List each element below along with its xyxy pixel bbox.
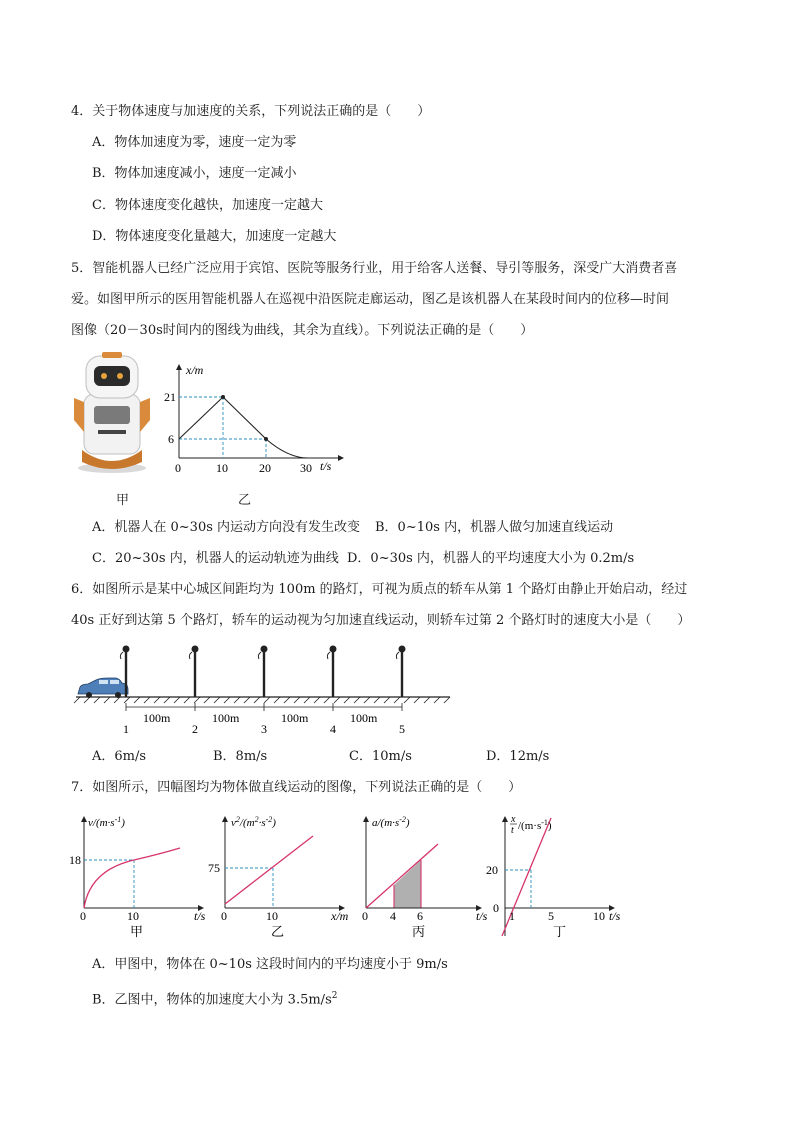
q5-graph-xtick-0: 0 xyxy=(175,461,181,475)
q7-g2-xlabel: x/m xyxy=(331,909,349,923)
q5-option-d: D．0~30s 内，机器人的平均速度大小为 0.2m/s xyxy=(347,551,635,566)
q4-option-c: C．物体速度变化越快，加速度一定越大 xyxy=(92,198,323,213)
q5-graph-xtick-20: 20 xyxy=(259,461,271,475)
robot-illustration xyxy=(72,350,152,474)
q7-g4-ylabel-num: x xyxy=(511,814,516,825)
q7-graph-ding xyxy=(485,812,630,942)
q6-street-diagram xyxy=(72,640,462,735)
q7-g1-ytick: 18 xyxy=(69,853,81,867)
q7-g4-ylabel-sup: -1 xyxy=(541,817,548,827)
q7-graph-bing xyxy=(352,812,497,942)
q7-g1-ylabel-sup: -1 xyxy=(114,814,122,824)
q7-g2-ylabel-mid2: ·s xyxy=(258,817,266,829)
q6-option-c: C．10m/s xyxy=(349,749,412,764)
q5-graph-ytick-6: 6 xyxy=(168,432,174,446)
q7-g2-ylabel-sup2: 2 xyxy=(254,814,259,824)
q6-option-a: A．6m/s xyxy=(92,749,147,764)
q7-g3-xtick-4: 4 xyxy=(390,909,396,923)
q5-graph-xtick-30: 30 xyxy=(300,461,312,475)
q6-option-d: D．12m/s xyxy=(486,749,550,764)
svg-text:v/(m·s-1) xyxy=(88,815,125,830)
q5-fig-label-yi: 乙 xyxy=(238,493,252,508)
q4-option-d: D．物体速度变化量越大，加速度一定越大 xyxy=(92,229,337,244)
q6-distance-3: 100m xyxy=(281,711,309,725)
q7-option-b-sup: 2 xyxy=(331,991,338,1001)
q7-g4-xtick-5: 5 xyxy=(548,909,554,923)
q7-g2-ylabel-end: ) xyxy=(272,817,276,829)
q7-g2-ytick: 75 xyxy=(208,861,220,875)
q5-fig-label-jia: 甲 xyxy=(116,493,130,508)
q7-g1-name: 甲 xyxy=(130,924,144,939)
q7-graph-yi xyxy=(205,812,360,942)
q5-stem-line2: 爱。如图甲所示的医用智能机器人在巡视中沿医院走廊运动，图乙是该机器人在某段时间内的位移—时间 xyxy=(71,292,670,307)
q5-graph-xtick-10: 10 xyxy=(216,461,228,475)
q7-g1-xlabel: t/s xyxy=(194,909,206,923)
q6-lamp-1: 1 xyxy=(123,722,129,735)
q7-g3-ylabel-sup: -2 xyxy=(399,814,406,824)
q7-g2-ylabel-sup: 2 xyxy=(235,814,240,824)
q4-option-a: A．物体加速度为零，速度一定为零 xyxy=(92,135,297,150)
q5-option-a: A．机器人在 0~30s 内运动方向没有发生改变 xyxy=(92,520,361,535)
q7-option-b xyxy=(92,987,337,1009)
svg-text:/(m·s-1) xyxy=(518,818,552,833)
q6-distance-1: 100m xyxy=(143,711,171,725)
q7-g2-ylabel-sup3: -2 xyxy=(265,814,273,824)
q7-g4-ytick-20: 20 xyxy=(486,863,498,877)
q6-lamp-3: 3 xyxy=(261,722,267,735)
q5-graph-xlabel: t/s xyxy=(320,459,332,473)
q7-g3-xtick-0: 0 xyxy=(362,909,368,923)
q7-g3-ylabel-end: ) xyxy=(405,817,410,829)
q6-distance-2: 100m xyxy=(212,711,240,725)
q5-graph-ylabel: x/m xyxy=(186,363,204,377)
q7-stem: 7．如图所示，四幅图均为物体做直线运动的图像，下列说法正确的是（ ） xyxy=(71,780,522,795)
car-icon xyxy=(78,678,128,698)
svg-text:v2/(m2·s-2) xyxy=(231,815,276,830)
svg-text:a/(m·s-2) xyxy=(372,815,410,830)
q5-graph-ytick-21: 21 xyxy=(164,390,176,404)
q5-stem-line1: 5．智能机器人已经广泛应用于宾馆、医院等服务行业，用于给客人送餐、导引等服务，深受广大消费者喜 xyxy=(71,261,678,276)
q6-lamp-5: 5 xyxy=(399,722,405,735)
lamp-posts xyxy=(120,646,405,697)
q7-graph-jia xyxy=(68,812,213,942)
q6-stem-line1: 6．如图所示是某中心城区间距均为 100m 的路灯，可视为质点的轿车从第 1 个路灯由静止开始启动，经过 xyxy=(71,582,688,597)
q5-xt-graph xyxy=(160,360,350,480)
q5-stem-line3: 图像（20－30s时间内的图线为曲线，其余为直线）。下列说法正确的是（ ） xyxy=(71,323,534,338)
q7-g1-ylabel: v/(m·s xyxy=(88,817,115,829)
q7-g4-xlabel: t/s xyxy=(609,909,621,923)
q7-g3-ylabel: a/(m·s xyxy=(372,817,400,829)
q6-lamp-2: 2 xyxy=(192,722,198,735)
q5-option-b: B．0~10s 内，机器人做匀加速直线运动 xyxy=(375,520,614,535)
q4-stem: 4．关于物体速度与加速度的关系，下列说法正确的是（ ） xyxy=(71,104,431,119)
q7-option-b-text: B．乙图中，物体的加速度大小为 3.5m/s xyxy=(92,992,332,1008)
q6-stem-line2: 40s 正好到达第 5 个路灯，轿车的运动视为匀加速直线运动，则轿车过第 2 个路灯时的速度大小是（ ） xyxy=(71,613,691,628)
q7-g2-ylabel-mid: /(m xyxy=(239,817,255,829)
q7-g4-ylabel: /(m·s xyxy=(518,820,542,832)
q7-g4-ylabel-den: t xyxy=(511,825,514,836)
q7-option-a: A．甲图中，物体在 0~10s 这段时间内的平均速度小于 9m/s xyxy=(92,957,448,972)
q7-g1-ylabel-end: ) xyxy=(121,817,125,829)
q7-g3-xtick-6: 6 xyxy=(417,909,423,923)
q7-g4-xtick-1: 1 xyxy=(509,909,515,923)
q7-g4-xtick-10: 10 xyxy=(593,909,605,923)
q7-g3-name: 丙 xyxy=(412,924,426,939)
q7-g4-ylabel-end: ) xyxy=(547,820,552,832)
q7-g4-ytick-0: 0 xyxy=(493,901,499,915)
q7-g4-name: 丁 xyxy=(553,924,567,939)
q7-g2-ylabel: v xyxy=(231,817,236,829)
q7-g1-xtick-10: 10 xyxy=(127,909,139,923)
q6-distance-4: 100m xyxy=(350,711,378,725)
q7-g2-xtick-0: 0 xyxy=(221,909,227,923)
q7-g2-xtick-10: 10 xyxy=(266,909,278,923)
q6-lamp-4: 4 xyxy=(330,722,336,735)
q5-option-c: C．20~30s 内，机器人的运动轨迹为曲线 xyxy=(92,551,339,566)
q6-option-b: B．8m/s xyxy=(213,749,268,764)
q4-option-b: B．物体加速度减小，速度一定减小 xyxy=(92,166,297,181)
q7-g1-xtick-0: 0 xyxy=(80,909,86,923)
q7-g2-name: 乙 xyxy=(271,924,285,939)
q7-g3-xlabel: t/s xyxy=(476,909,488,923)
